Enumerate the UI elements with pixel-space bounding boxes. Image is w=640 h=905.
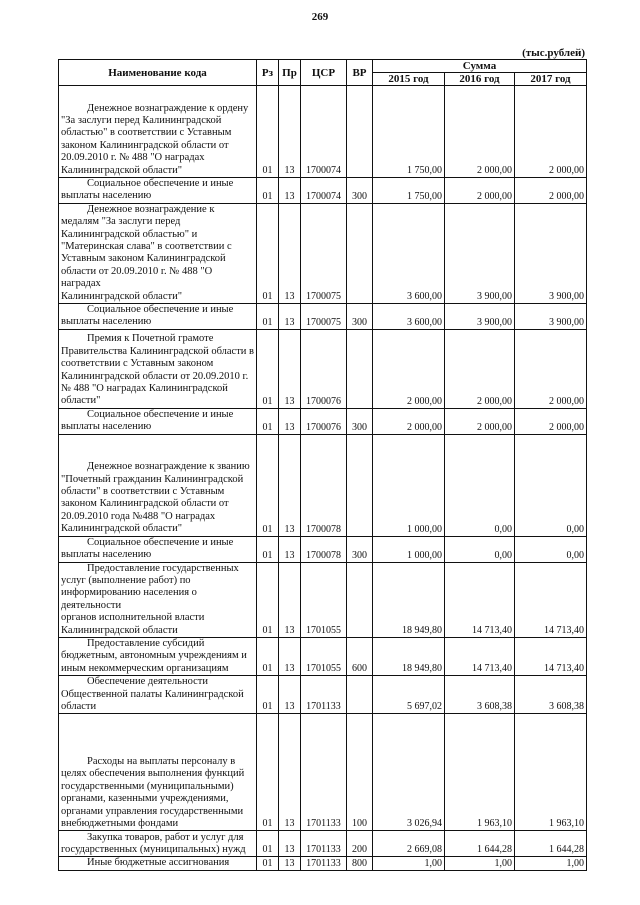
row-y2015: 1 750,00	[373, 86, 445, 178]
row-y2015: 3 026,94	[373, 714, 445, 831]
table-row	[59, 304, 587, 330]
row-name-line: 20.09.2010 года №488 "О наградах	[61, 510, 216, 522]
row-name	[59, 178, 257, 204]
row-rz: 01	[257, 434, 279, 536]
row-name-line: услуг (выполнение работ) по	[61, 574, 191, 586]
row-vr: 200	[347, 831, 373, 857]
row-name-line: области от 20.09.2010 г. № 488 "О наградах	[61, 265, 213, 290]
row-pr: 13	[279, 637, 301, 675]
row-rz: 01	[257, 408, 279, 434]
row-name-line: выплаты населению	[61, 421, 152, 433]
row-name-line: Калининградской области"	[61, 164, 183, 176]
row-name	[59, 676, 257, 714]
row-y2016: 3 900,00	[445, 203, 515, 303]
row-name-line: Общественной палаты Калининградской	[61, 688, 244, 700]
row-y2015: 3 600,00	[373, 203, 445, 303]
row-vr: 300	[347, 178, 373, 204]
row-y2017: 0,00	[515, 536, 587, 562]
table-row	[59, 857, 587, 870]
row-name	[59, 86, 257, 178]
row-name-line: Предоставление государственных	[87, 562, 239, 574]
row-name	[59, 408, 257, 434]
row-name	[59, 203, 257, 303]
row-name-line: государственными (муниципальными)	[61, 780, 234, 792]
row-y2015: 18 949,80	[373, 637, 445, 675]
table-row	[59, 637, 587, 675]
table-row	[59, 831, 587, 857]
row-y2017: 2 000,00	[515, 408, 587, 434]
row-csr: 1700076	[301, 329, 347, 408]
row-y2016: 0,00	[445, 536, 515, 562]
row-name-line: Премия к Почетной грамоте	[87, 333, 214, 345]
row-csr: 1700078	[301, 434, 347, 536]
row-pr: 13	[279, 676, 301, 714]
row-pr: 13	[279, 562, 301, 637]
row-name-line: выплаты населению	[61, 316, 152, 328]
row-vr: 300	[347, 304, 373, 330]
row-y2016: 2 000,00	[445, 178, 515, 204]
row-y2015: 1,00	[373, 857, 445, 870]
row-vr	[347, 562, 373, 637]
header-name: Наименование кода	[59, 60, 257, 86]
header-2015: 2015 год	[373, 73, 445, 86]
row-y2017: 1,00	[515, 857, 587, 870]
row-y2017: 2 000,00	[515, 178, 587, 204]
row-csr: 1701133	[301, 857, 347, 870]
row-y2017: 14 713,40	[515, 562, 587, 637]
row-name-line: № 488 "О наградах Калининградской	[61, 383, 228, 395]
table-row	[59, 178, 587, 204]
row-y2016: 2 000,00	[445, 329, 515, 408]
row-name-line: области"	[61, 395, 101, 407]
header-vr: ВР	[347, 60, 373, 86]
row-name-line: законом Калининградской области от	[61, 139, 229, 151]
row-csr: 1701055	[301, 637, 347, 675]
row-name-line: Денежное вознаграждение к	[87, 203, 215, 215]
row-pr: 13	[279, 434, 301, 536]
row-y2016: 3 900,00	[445, 304, 515, 330]
row-csr: 1700074	[301, 178, 347, 204]
row-name	[59, 637, 257, 675]
table-row	[59, 536, 587, 562]
row-name-line: "За заслуги перед Калининградской	[61, 114, 222, 126]
row-y2015: 1 000,00	[373, 434, 445, 536]
row-name-line: области" в соответствии с Уставным	[61, 486, 225, 498]
row-csr: 1701055	[301, 562, 347, 637]
row-y2015: 1 750,00	[373, 178, 445, 204]
table-row	[59, 714, 587, 831]
page-number: 269	[311, 11, 329, 23]
header-rz: Рз	[257, 60, 279, 86]
row-y2017: 1 963,10	[515, 714, 587, 831]
row-name-line: соответствии с Уставным законом	[61, 358, 214, 370]
row-name-line: области	[61, 700, 97, 712]
table-row	[59, 329, 587, 408]
header-csr: ЦСР	[301, 60, 347, 86]
row-name	[59, 536, 257, 562]
row-rz: 01	[257, 714, 279, 831]
row-y2015: 5 697,02	[373, 676, 445, 714]
units-label: (тыс.рублей)	[522, 47, 585, 59]
row-csr: 1700075	[301, 304, 347, 330]
row-rz: 01	[257, 857, 279, 870]
row-pr: 13	[279, 714, 301, 831]
row-name-line: Предоставление субсидий	[87, 637, 205, 649]
table-row	[59, 203, 587, 303]
row-y2015: 2 000,00	[373, 329, 445, 408]
row-name-line: Калининградской области от 20.09.2010 г.	[61, 370, 249, 382]
row-rz: 01	[257, 329, 279, 408]
row-csr: 1701133	[301, 676, 347, 714]
row-name	[59, 329, 257, 408]
row-vr	[347, 86, 373, 178]
row-name-line: Калининградской области"	[61, 290, 183, 302]
row-name-line: Правительства Калининградской области в	[61, 345, 254, 357]
row-csr: 1700074	[301, 86, 347, 178]
row-name-line: Иные бюджетные ассигнования	[87, 857, 230, 869]
row-name-line: бюджетным, автономным учреждениям и	[61, 650, 247, 662]
row-pr: 13	[279, 408, 301, 434]
row-y2017: 3 900,00	[515, 304, 587, 330]
row-name-line: выплаты населению	[61, 190, 152, 202]
row-csr: 1700078	[301, 536, 347, 562]
row-name-line: "Материнская слава" в соответствии с	[61, 241, 232, 253]
header-2016: 2016 год	[445, 73, 515, 86]
row-vr	[347, 676, 373, 714]
row-name-line: государственных (муниципальных) нужд	[61, 843, 246, 855]
row-name-line: Социальное обеспечение и иные	[87, 536, 234, 548]
row-rz: 01	[257, 536, 279, 562]
row-name-line: Социальное обеспечение и иные	[87, 408, 234, 420]
row-pr: 13	[279, 831, 301, 857]
row-name-line: целях обеспечения выполнения функций	[61, 768, 245, 780]
row-vr	[347, 203, 373, 303]
row-name-line: иным некоммерческим организациям	[61, 662, 229, 674]
row-y2016: 2 000,00	[445, 86, 515, 178]
row-rz: 01	[257, 562, 279, 637]
row-rz: 01	[257, 86, 279, 178]
row-csr: 1701133	[301, 831, 347, 857]
row-name-line: Социальное обеспечение и иные	[87, 178, 234, 189]
row-name-line: 20.09.2010 г. № 488 "О наградах	[61, 152, 205, 164]
row-y2017: 3 900,00	[515, 203, 587, 303]
row-name-line: медалям "За заслуги перед	[61, 216, 181, 228]
row-y2015: 18 949,80	[373, 562, 445, 637]
row-rz: 01	[257, 203, 279, 303]
row-vr	[347, 434, 373, 536]
row-vr: 300	[347, 536, 373, 562]
row-pr: 13	[279, 178, 301, 204]
row-y2015: 2 669,08	[373, 831, 445, 857]
row-y2017: 2 000,00	[515, 86, 587, 178]
row-name	[59, 857, 257, 870]
row-vr: 100	[347, 714, 373, 831]
row-name-line: Калининградской области"	[61, 523, 183, 535]
row-csr: 1700075	[301, 203, 347, 303]
row-name-line: "Почетный гражданин Калининградской	[61, 473, 244, 485]
row-y2015: 1 000,00	[373, 536, 445, 562]
row-y2017: 14 713,40	[515, 637, 587, 675]
row-y2015: 3 600,00	[373, 304, 445, 330]
row-pr: 13	[279, 304, 301, 330]
header-sum: Сумма	[373, 60, 587, 73]
row-y2016: 14 713,40	[445, 637, 515, 675]
table-row	[59, 408, 587, 434]
row-pr: 13	[279, 86, 301, 178]
row-vr: 800	[347, 857, 373, 870]
row-y2016: 2 000,00	[445, 408, 515, 434]
row-name-line: Обеспечение деятельности	[87, 676, 208, 688]
row-name-line: выплаты населению	[61, 549, 152, 561]
row-name-line: органами, казенными учреждениями,	[61, 793, 229, 805]
row-name-line: законом Калининградской области от	[61, 498, 229, 510]
row-rz: 01	[257, 304, 279, 330]
row-csr: 1701133	[301, 714, 347, 831]
row-name-line: информированию населения о деятельности	[61, 587, 197, 611]
row-name-line: органами управления государственными	[61, 805, 244, 817]
row-pr: 13	[279, 536, 301, 562]
row-y2016: 1 644,28	[445, 831, 515, 857]
table-row	[59, 676, 587, 714]
row-y2017: 1 644,28	[515, 831, 587, 857]
row-rz: 01	[257, 178, 279, 204]
table-body	[59, 86, 587, 871]
row-pr: 13	[279, 329, 301, 408]
row-name	[59, 562, 257, 637]
row-y2015: 2 000,00	[373, 408, 445, 434]
row-name-line: внебюджетными фондами	[61, 817, 179, 829]
row-vr	[347, 329, 373, 408]
row-name-line: Расходы на выплаты персоналу в	[87, 755, 236, 767]
row-y2017: 3 608,38	[515, 676, 587, 714]
row-vr: 600	[347, 637, 373, 675]
table-row	[59, 434, 587, 536]
row-y2017: 0,00	[515, 434, 587, 536]
row-name-line: Закупка товаров, работ и услуг для	[87, 831, 244, 843]
header-pr: Пр	[279, 60, 301, 86]
row-name	[59, 304, 257, 330]
row-y2016: 14 713,40	[445, 562, 515, 637]
row-name-line: Калининградской области	[61, 624, 178, 636]
row-y2017: 2 000,00	[515, 329, 587, 408]
row-y2016: 1 963,10	[445, 714, 515, 831]
row-csr: 1700076	[301, 408, 347, 434]
row-y2016: 3 608,38	[445, 676, 515, 714]
row-y2016: 1,00	[445, 857, 515, 870]
row-name-line: Денежное вознаграждение к ордену	[87, 102, 249, 114]
row-name-line: Социальное обеспечение и иные	[87, 304, 234, 316]
row-name-line: Калининградской областью" и	[61, 228, 198, 240]
row-rz: 01	[257, 676, 279, 714]
row-name-line: Уставным законом Калининградской	[61, 253, 226, 265]
row-y2016: 0,00	[445, 434, 515, 536]
row-name	[59, 434, 257, 536]
row-vr: 300	[347, 408, 373, 434]
row-name	[59, 831, 257, 857]
row-name-line: областью" в соответствии с Уставным	[61, 127, 232, 139]
row-name-line: Денежное вознаграждение к званию	[87, 461, 250, 473]
row-name	[59, 714, 257, 831]
header-2017: 2017 год	[515, 73, 587, 86]
row-rz: 01	[257, 637, 279, 675]
table-row	[59, 86, 587, 178]
budget-table	[58, 59, 587, 871]
row-pr: 13	[279, 203, 301, 303]
row-name-line: органов исполнительной власти	[61, 612, 205, 624]
row-pr: 13	[279, 857, 301, 870]
row-rz: 01	[257, 831, 279, 857]
table-row	[59, 562, 587, 637]
